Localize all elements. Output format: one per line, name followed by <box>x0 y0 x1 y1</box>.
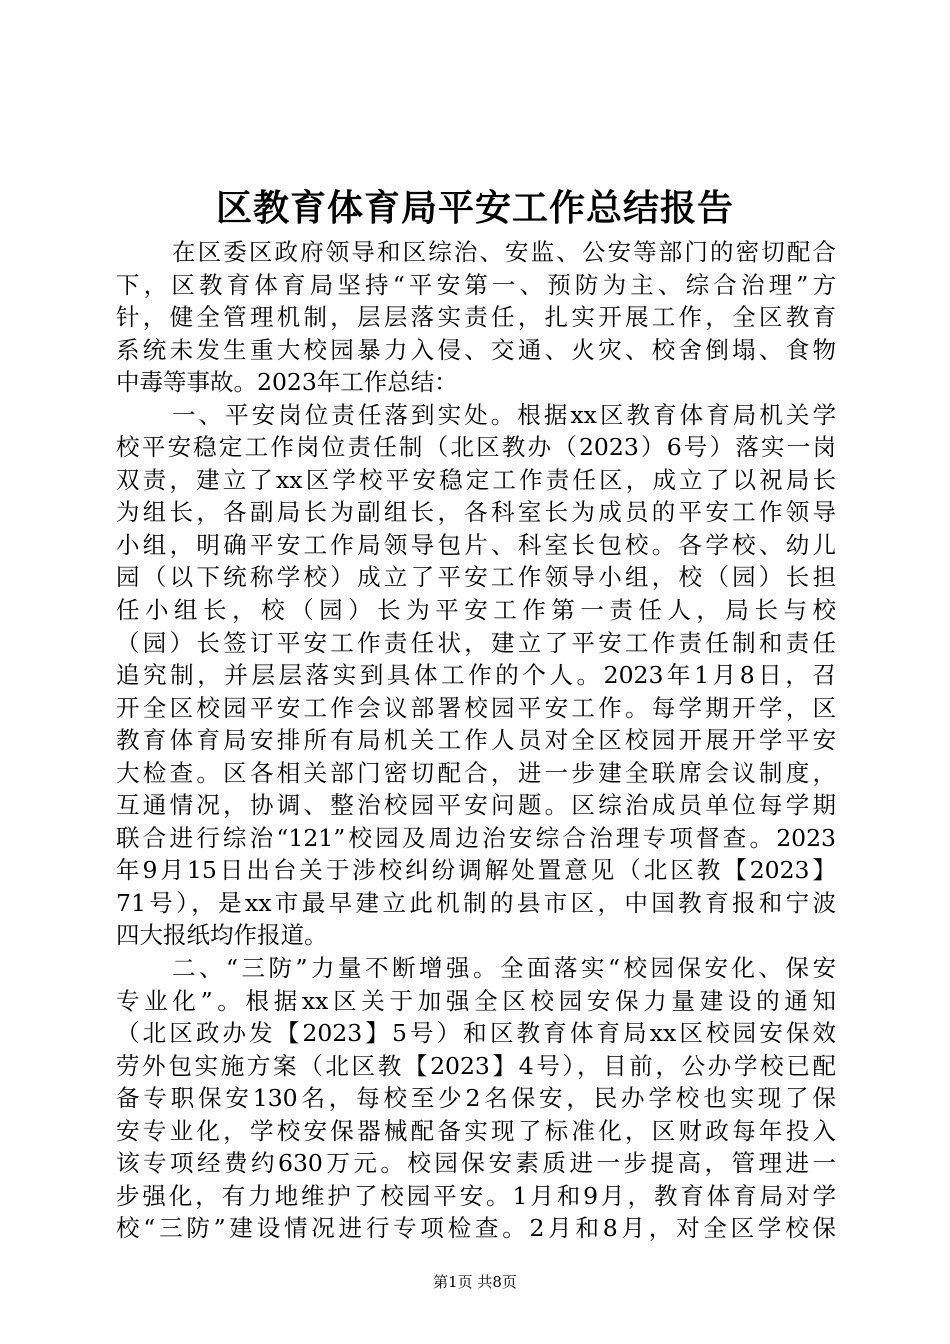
page-footer: 第1页 共8页 <box>433 1273 517 1291</box>
paragraph-line: 一、平安岗位责任落到实处。根据xx区教育体育局机关学 <box>172 400 836 429</box>
paragraph-line: 该专项经费约630万元。校园保安素质进一步提高，管理进一 <box>116 1149 836 1178</box>
paragraph-line: 校平安稳定工作岗位责任制（北区教办（2023）6号）落实一岗 <box>116 433 836 462</box>
paragraph-line: （北区政办发【2023】5号）和区教育体育局xx区校园安保效 <box>116 1019 836 1048</box>
paragraph-line: 步强化，有力地维护了校园平安。1月和9月，教育体育局对学 <box>116 1181 836 1210</box>
paragraph-line: 中毒等事故。2023年工作总结： <box>116 368 458 397</box>
paragraph-line: 大检查。区各相关部门密切配合，进一步建全联席会议制度， <box>116 758 836 787</box>
paragraph-line: 互通情况，协调、整治校园平安问题。区综治成员单位每学期 <box>116 791 836 820</box>
paragraph-line: 年9月15日出台关于涉校纠纷调解处置意见（北区教【2023】 <box>116 856 836 885</box>
paragraph-line: 校“三防”建设情况进行专项检查。2月和8月，对全区学校保 <box>116 1214 836 1243</box>
paragraph-line: （园）长签订平安工作责任状，建立了平安工作责任制和责任 <box>116 628 836 657</box>
paragraph-line: 开全区校园平安工作会议部署校园平安工作。每学期开学，区 <box>116 693 836 722</box>
paragraph-line: 四大报纸均作报道。 <box>116 921 328 950</box>
paragraph-line: 针，健全管理机制，层层落实责任，扎实开展工作，全区教育 <box>116 303 836 332</box>
paragraph-line: 联合进行综治“121”校园及周边治安综合治理专项督查。2023 <box>116 823 836 852</box>
paragraph-line: 劳外包实施方案（北区教【2023】4号），目前，公办学校已配 <box>116 1051 836 1080</box>
paragraph-line: 专业化”。根据xx区关于加强全区校园安保力量建设的通知 <box>116 986 836 1015</box>
paragraph-line: 下，区教育体育局坚持“平安第一、预防为主、综合治理”方 <box>116 270 836 299</box>
paragraph-line: 在区委区政府领导和区综治、安监、公安等部门的密切配合 <box>172 238 836 266</box>
paragraph-line: 任小组长，校（园）长为平安工作第一责任人，局长与校 <box>116 596 836 625</box>
paragraph-line: 追究制，并层层落实到具体工作的个人。2023年1月8日，召 <box>116 661 836 690</box>
paragraph-line: 教育体育局安排所有局机关工作人员对全区校园开展开学平安 <box>116 726 836 755</box>
document-body <box>116 236 836 1245</box>
paragraph-line: 备专职保安130名，每校至少2名保安，民办学校也实现了保 <box>116 1084 836 1113</box>
paragraph-line: 小组，明确平安工作局领导包片、科室长包校。各学校、幼儿 <box>116 530 836 559</box>
paragraph-line: 二、“三防”力量不断增强。全面落实“校园保安化、保安 <box>172 954 836 983</box>
document-title: 区教育体育局平安工作总结报告 <box>215 187 734 229</box>
paragraph-line: 园（以下统称学校）成立了平安工作领导小组，校（园）长担 <box>116 563 836 592</box>
paragraph-line: 双责，建立了xx区学校平安稳定工作责任区，成立了以祝局长 <box>116 465 836 494</box>
paragraph-line: 安专业化，学校安保器械配备实现了标准化，区财政每年投入 <box>116 1116 836 1145</box>
paragraph-line: 为组长，各副局长为副组长，各科室长为成员的平安工作领导 <box>116 498 836 527</box>
paragraph-line: 71号），是xx市最早建立此机制的县市区，中国教育报和宁波 <box>116 888 836 917</box>
paragraph-line: 系统未发生重大校园暴力入侵、交通、火灾、校舍倒塌、食物 <box>116 335 836 364</box>
